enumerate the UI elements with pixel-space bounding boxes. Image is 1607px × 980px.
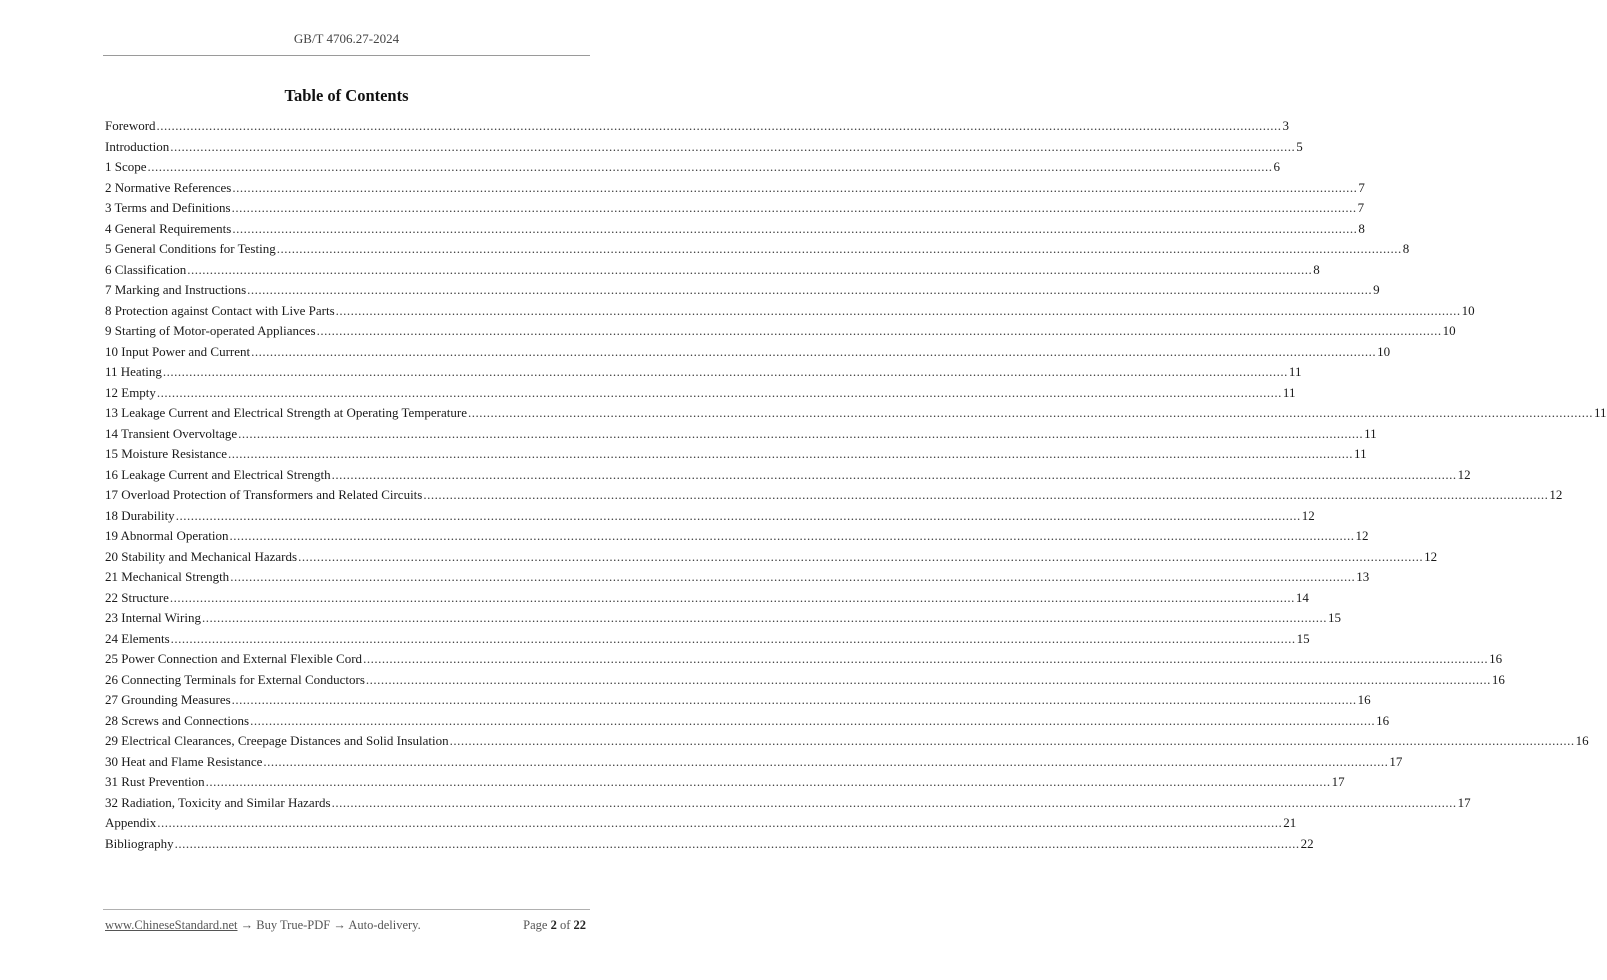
toc-entry-title: 24 Elements (105, 630, 170, 646)
toc-entry-page: 5 (1296, 138, 1303, 154)
page-current: 2 (550, 918, 557, 932)
toc-entry-title: 2 Normative References (105, 179, 232, 195)
toc-entry-title: 15 Moisture Resistance (105, 446, 228, 461)
toc-entry-page: 11 (1282, 384, 1296, 400)
toc-entry-title: 8 Protection against Contact with Live Parts (105, 302, 335, 318)
toc-entry-page: 7 (1358, 179, 1365, 195)
toc-entry[interactable] (105, 178, 1365, 199)
toc-entry-page: 11 (1364, 425, 1377, 441)
toc-entry-title: 12 Empty (105, 384, 156, 400)
toc-dot-leader: ............................................................................................................................................................................................................................................................................................................ (263, 753, 1389, 769)
toc-entry-title: 20 Stability and Mechanical Hazards (105, 548, 298, 564)
page-of: of (559, 918, 571, 932)
toc-entry-title: 25 Power Connection and External Flexible Cord (105, 651, 363, 666)
toc-entry-title: 29 Electrical Clearances, Creepage Distances and Solid Insulation (105, 733, 449, 748)
toc-dot-leader: ............................................................................................................................................................................................................................................................................................................ (423, 487, 1549, 502)
toc-entry-title: 28 Screws and Connections (105, 712, 250, 728)
toc-dot-leader: ............................................................................................................................................................................................................................................................................................................ (365, 671, 1491, 687)
toc-entry[interactable] (105, 362, 1302, 383)
toc-entry-title: 5 General Conditions for Testing (105, 241, 276, 256)
toc-entry[interactable] (105, 383, 1296, 404)
toc-entry-page: 10 (1461, 302, 1475, 318)
toc-dot-leader: ............................................................................................................................................................................................................................................................................................................ (170, 630, 1296, 646)
toc-entry[interactable] (105, 547, 1438, 568)
header-divider (103, 55, 590, 56)
toc-entry[interactable] (105, 342, 1391, 363)
toc-entry-page: 15 (1296, 630, 1310, 646)
toc-entry-page: 17 (1457, 794, 1471, 810)
toc-entry[interactable] (105, 506, 1315, 527)
toc-entry[interactable] (105, 219, 1365, 240)
toc-dot-leader: ............................................................................................................................................................................................................................................................................................................ (174, 835, 1300, 851)
toc-entry[interactable] (105, 444, 1367, 465)
toc-entry-title: Foreword (105, 118, 156, 133)
toc-dot-leader: ............................................................................................................................................................................................................................................................................................................ (298, 548, 1424, 564)
page-total: 22 (573, 918, 586, 932)
toc-entry-title: 18 Durability (105, 507, 175, 523)
toc-entry-title: 9 Starting of Motor-operated Appliances (105, 323, 316, 338)
toc-entry-page: 11 (1354, 446, 1367, 461)
toc-entry[interactable] (105, 772, 1345, 793)
toc-entry-page: 8 (1313, 261, 1320, 277)
toc-dot-leader: ............................................................................................................................................................................................................................................................................................................ (331, 466, 1457, 482)
toc-entry-page: 16 (1489, 651, 1503, 666)
toc-entry-page: 11 (1593, 405, 1607, 420)
toc-entry-page: 13 (1356, 569, 1370, 584)
toc-entry-title: 14 Transient Overvoltage (105, 425, 238, 441)
footer-divider (103, 909, 590, 910)
toc-entry-page: 16 (1491, 671, 1505, 687)
toc-entry-page: 9 (1373, 282, 1380, 297)
toc-entry[interactable] (105, 670, 1505, 691)
toc-entry[interactable] (105, 752, 1403, 773)
toc-entry[interactable] (105, 711, 1390, 732)
toc-entry-title: 16 Leakage Current and Electrical Strength (105, 466, 331, 482)
toc-dot-leader: ............................................................................................................................................................................................................................................................................................................ (156, 384, 1282, 400)
toc-entry[interactable] (105, 608, 1341, 629)
footer-links (105, 918, 421, 933)
toc-entry[interactable] (105, 260, 1320, 281)
toc-entry-page: 16 (1575, 733, 1589, 748)
toc-entry[interactable] (105, 116, 1290, 137)
toc-dot-leader: ............................................................................................................................................................................................................................................................................................................ (147, 159, 1273, 174)
toc-entry-title: 4 General Requirements (105, 220, 232, 236)
toc-entry-page: 12 (1301, 507, 1315, 523)
toc-entry-page: 8 (1358, 220, 1365, 236)
page-indicator (523, 918, 586, 933)
toc-entry-title: 19 Abnormal Operation (105, 528, 229, 543)
toc-entry-page: 15 (1328, 610, 1341, 625)
toc-entry-title: 26 Connecting Terminals for External Conductors (105, 671, 365, 687)
buy-pdf-text: Buy True-PDF (256, 918, 331, 932)
toc-entry-page: 10 (1377, 343, 1391, 359)
toc-dot-leader: ............................................................................................................................................................................................................................................................................................................ (187, 261, 1313, 277)
toc-entry-title: 3 Terms and Definitions (105, 200, 231, 215)
toc-dot-leader: ............................................................................................................................................................................................................................................................................................................ (205, 774, 1331, 789)
toc-dot-leader: ............................................................................................................................................................................................................................................................................................................ (175, 507, 1301, 523)
toc-entry[interactable] (105, 137, 1303, 158)
toc-dot-leader: ............................................................................................................................................................................................................................................................................................................ (230, 569, 1356, 584)
toc-dot-leader: ............................................................................................................................................................................................................................................................................................................ (276, 241, 1402, 256)
toc-entry[interactable] (105, 424, 1377, 445)
toc-entry-title: 22 Structure (105, 589, 169, 605)
toc-entry-page: 7 (1357, 200, 1365, 215)
toc-dot-leader: ............................................................................................................................................................................................................................................................................................................ (169, 589, 1295, 605)
toc-entry[interactable] (105, 239, 1410, 260)
toc-entry[interactable] (105, 403, 1607, 424)
toc-entry-title: Appendix (105, 815, 157, 830)
toc-entry-title: 7 Marking and Instructions (105, 282, 247, 297)
toc-dot-leader: ............................................................................................................................................................................................................................................................................................................ (363, 651, 1489, 666)
toc-entry[interactable] (105, 649, 1503, 670)
toc-entry-page: 8 (1402, 241, 1410, 256)
toc-dot-leader: ............................................................................................................................................................................................................................................................................................................ (170, 138, 1296, 154)
toc-dot-leader: ............................................................................................................................................................................................................................................................................................................ (202, 610, 1327, 625)
toc-entry-page: 3 (1282, 118, 1290, 133)
toc-entry[interactable] (105, 280, 1380, 301)
toc-entry-page: 10 (1442, 323, 1456, 338)
toc-dot-leader: ............................................................................................................................................................................................................................................................................................................ (232, 179, 1358, 195)
table-of-contents (105, 116, 1607, 854)
toc-entry-page: 14 (1295, 589, 1309, 605)
page-label: Page (523, 918, 548, 932)
toc-entry-title: 32 Radiation, Toxicity and Similar Hazards (105, 794, 331, 810)
toc-entry-page: 12 (1424, 548, 1438, 564)
toc-entry[interactable] (105, 793, 1471, 814)
auto-delivery-text: Auto-delivery. (348, 918, 421, 932)
toc-dot-leader: ............................................................................................................................................................................................................................................................................................................ (449, 733, 1575, 748)
toc-entry-title: Introduction (105, 138, 170, 154)
toc-entry-title: 1 Scope (105, 159, 147, 174)
site-link[interactable]: www.ChineseStandard.net (105, 918, 238, 932)
toc-entry[interactable] (105, 690, 1371, 711)
toc-entry-title: 10 Input Power and Current (105, 343, 251, 359)
toc-entry-title: 27 Grounding Measures (105, 692, 231, 707)
toc-dot-leader: ............................................................................................................................................................................................................................................................................................................ (231, 692, 1357, 707)
toc-dot-leader: ............................................................................................................................................................................................................................................................................................................ (316, 323, 1442, 338)
toc-entry-page: 12 (1549, 487, 1563, 502)
toc-entry-title: Bibliography (105, 835, 174, 851)
toc-dot-leader: ............................................................................................................................................................................................................................................................................................................ (335, 302, 1461, 318)
toc-entry[interactable] (105, 567, 1370, 588)
toc-entry[interactable] (105, 321, 1456, 342)
toc-dot-leader: ............................................................................................................................................................................................................................................................................................................ (238, 425, 1364, 441)
toc-entry[interactable] (105, 834, 1314, 855)
toc-entry-title: 21 Mechanical Strength (105, 569, 230, 584)
toc-dot-leader: ............................................................................................................................................................................................................................................................................................................ (162, 364, 1288, 379)
page-title: Table of Contents (284, 86, 409, 105)
toc-entry-page: 16 (1357, 692, 1371, 707)
toc-dot-leader: ............................................................................................................................................................................................................................................................................................................ (231, 200, 1357, 215)
toc-entry-page: 12 (1355, 528, 1369, 543)
toc-entry-page: 16 (1376, 712, 1390, 728)
toc-dot-leader: ............................................................................................................................................................................................................................................................................................................ (251, 343, 1377, 359)
toc-entry-page: 11 (1288, 364, 1302, 379)
toc-dot-leader: ............................................................................................................................................................................................................................................................................................................ (331, 794, 1457, 810)
toc-entry[interactable] (105, 588, 1309, 609)
toc-entry-title: 6 Classification (105, 261, 187, 277)
toc-entry-title: 23 Internal Wiring (105, 610, 201, 625)
toc-entry[interactable] (105, 198, 1365, 219)
toc-dot-leader: ............................................................................................................................................................................................................................................................................................................ (232, 220, 1358, 236)
toc-dot-leader: ............................................................................................................................................................................................................................................................................................................ (467, 405, 1593, 420)
toc-entry-title: 17 Overload Protection of Transformers and Related Circuits (105, 487, 423, 502)
toc-dot-leader: ............................................................................................................................................................................................................................................................................................................ (228, 446, 1354, 461)
toc-entry[interactable] (105, 526, 1369, 547)
toc-entry-title: 13 Leakage Current and Electrical Strength at Operating Temperature (105, 405, 467, 420)
arrow-right-icon: → (333, 918, 346, 932)
toc-entry-page: 12 (1457, 466, 1471, 482)
toc-entry-page: 21 (1283, 815, 1297, 830)
toc-entry[interactable] (105, 731, 1589, 752)
toc-entry-page: 17 (1389, 753, 1403, 769)
toc-dot-leader: ............................................................................................................................................................................................................................................................................................................ (247, 282, 1373, 297)
toc-entry[interactable] (105, 301, 1475, 322)
toc-entry[interactable] (105, 813, 1297, 834)
toc-entry[interactable] (105, 465, 1471, 486)
toc-entry-page: 17 (1331, 774, 1345, 789)
document-header: GB/T 4706.27-2024 (293, 31, 400, 46)
toc-entry[interactable] (105, 157, 1281, 178)
arrow-right-icon: → (240, 918, 254, 932)
toc-entry-title: 31 Rust Prevention (105, 774, 205, 789)
toc-entry[interactable] (105, 629, 1310, 650)
toc-dot-leader: ............................................................................................................................................................................................................................................................................................................ (156, 118, 1282, 133)
toc-dot-leader: ............................................................................................................................................................................................................................................................................................................ (229, 528, 1355, 543)
toc-dot-leader: ............................................................................................................................................................................................................................................................................................................ (250, 712, 1376, 728)
toc-dot-leader: ............................................................................................................................................................................................................................................................................................................ (157, 815, 1283, 830)
toc-entry-title: 30 Heat and Flame Resistance (105, 753, 263, 769)
toc-entry[interactable] (105, 485, 1563, 506)
toc-entry-page: 22 (1300, 835, 1314, 851)
toc-entry-page: 6 (1273, 159, 1281, 174)
toc-entry-title: 11 Heating (105, 364, 162, 379)
